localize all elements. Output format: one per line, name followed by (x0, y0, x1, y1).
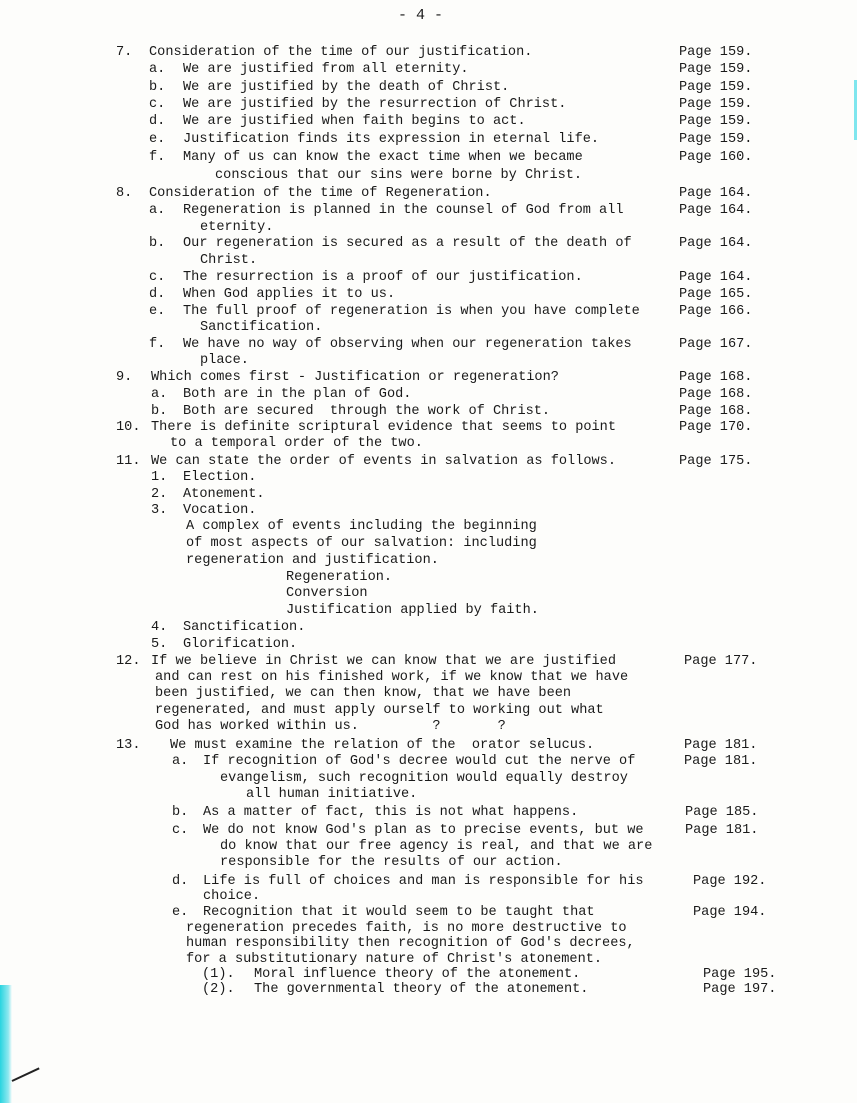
outline-text: conscious that our sins were borne by Christ. (215, 168, 583, 183)
outline-text: If we believe in Christ we can know that we are justified (151, 654, 616, 669)
outline-text: Vocation. (183, 503, 257, 518)
outline-number: 2. (151, 487, 168, 502)
outline-text: Conversion (286, 586, 368, 601)
outline-number: b. (172, 805, 189, 820)
outline-number: 10. (116, 420, 141, 435)
page-reference: Page 167. (679, 337, 753, 352)
outline-text: If recognition of God's decree would cut the nerve of (203, 754, 636, 769)
page-reference: Page 165. (679, 287, 753, 302)
outline-text: regeneration precedes faith, is no more destructive to (186, 921, 627, 936)
outline-text: Election. (183, 470, 257, 485)
page-reference: Page 194. (693, 905, 767, 920)
outline-text: We can state the order of events in salvation as follows. (151, 454, 616, 469)
outline-text: Our regeneration is secured as a result of the death of (183, 236, 632, 251)
outline-text: Consideration of the time of our justification. (149, 45, 533, 60)
outline-text: We must examine the relation of the orator selucus. (170, 738, 595, 753)
page-reference: Page 195. (703, 967, 777, 982)
page-reference: Page 164. (679, 186, 753, 201)
outline-number: (2). (202, 982, 235, 997)
page-reference: Page 175. (679, 454, 753, 469)
page-reference: Page 159. (679, 97, 753, 112)
outline-number: d. (149, 114, 166, 129)
outline-number: a. (151, 387, 168, 402)
outline-number: 8. (116, 186, 133, 201)
outline-number: a. (172, 754, 189, 769)
outline-text: Regeneration. (286, 570, 393, 585)
page-reference: Page 159. (679, 132, 753, 147)
outline-text: The resurrection is a proof of our justification. (183, 270, 583, 285)
outline-text: Both are in the plan of God. (183, 387, 412, 402)
outline-text: responsible for the results of our action. (220, 855, 563, 870)
outline-text: We are justified when faith begins to act. (183, 114, 526, 129)
page-reference: Page 170. (679, 420, 753, 435)
outline-text: been justified, we can then know, that we have been (155, 686, 572, 701)
outline-number: 9. (116, 370, 133, 385)
page-reference: Page 168. (679, 370, 753, 385)
page-reference: Page 159. (679, 45, 753, 60)
outline-number: 4. (151, 620, 168, 635)
outline-text: to a temporal order of the two. (170, 436, 423, 451)
page-reference: Page 177. (684, 654, 758, 669)
page-reference: Page 166. (679, 304, 753, 319)
outline-text: and can rest on his finished work, if we know that we have (155, 670, 629, 685)
outline-number: a. (149, 203, 166, 218)
outline-number: b. (149, 236, 166, 251)
outline-number: f. (149, 150, 166, 165)
outline-number: e. (149, 132, 166, 147)
page-number: - 4 - (398, 7, 444, 24)
page-reference: Page 197. (703, 982, 777, 997)
page-reference: Page 159. (679, 62, 753, 77)
outline-text: place. (200, 353, 249, 368)
outline-text: Sanctification. (183, 620, 306, 635)
outline-text: Both are secured through the work of Christ. (183, 404, 551, 419)
outline-text: do know that our free agency is real, and that we are (220, 839, 653, 854)
outline-text: regeneration and justification. (186, 553, 439, 568)
outline-number: c. (172, 823, 189, 838)
page-reference: Page 168. (679, 404, 753, 419)
page-reference: Page 164. (679, 236, 753, 251)
outline-text: of most aspects of our salvation: including (186, 536, 537, 551)
outline-text: regenerated, and must apply ourself to working out what (155, 703, 604, 718)
page-reference: Page 164. (679, 270, 753, 285)
outline-number: d. (149, 287, 166, 302)
page-reference: Page 181. (685, 823, 759, 838)
outline-number: a. (149, 62, 166, 77)
scan-edge-mark (0, 985, 12, 1103)
outline-text: We are justified from all eternity. (183, 62, 469, 77)
outline-number: (1). (202, 967, 235, 982)
outline-text: A complex of events including the beginning (186, 519, 537, 534)
page-reference: Page 181. (684, 754, 758, 769)
outline-text: evangelism, such recognition would equally destroy (220, 771, 628, 786)
outline-text: Life is full of choices and man is responsible for his (203, 874, 644, 889)
outline-text: The full proof of regeneration is when you have complete (183, 304, 640, 319)
outline-text: We are justified by the resurrection of Christ. (183, 97, 567, 112)
outline-text: for a substitutionary nature of Christ's atonement. (186, 952, 603, 967)
page-reference: Page 185. (685, 805, 759, 820)
outline-text: Justification applied by faith. (286, 603, 539, 618)
outline-text: eternity. (200, 220, 274, 235)
outline-text: God has worked within us. ? ? (155, 719, 506, 734)
outline-number: d. (172, 874, 189, 889)
outline-text: We are justified by the death of Christ. (183, 80, 510, 95)
outline-text: Moral influence theory of the atonement. (254, 967, 581, 982)
outline-number: 1. (151, 470, 168, 485)
outline-number: 12. (116, 654, 141, 669)
outline-number: e. (172, 905, 189, 920)
outline-number: f. (149, 337, 166, 352)
page-reference: Page 168. (679, 387, 753, 402)
outline-text: Many of us can know the exact time when we became (183, 150, 583, 165)
outline-text: Recognition that it would seem to be taught that (203, 905, 595, 920)
page-reference: Page 192. (693, 874, 767, 889)
outline-text: Atonement. (183, 487, 265, 502)
page-reference: Page 159. (679, 114, 753, 129)
outline-number: e. (149, 304, 166, 319)
page-reference: Page 160. (679, 150, 753, 165)
outline-text: choice. (203, 889, 261, 904)
outline-text: The governmental theory of the atonement. (254, 982, 589, 997)
outline-text: Sanctification. (200, 320, 323, 335)
outline-text: human responsibility then recognition of God's decrees, (186, 936, 635, 951)
outline-text: Regeneration is planned in the counsel of God from all (183, 203, 624, 218)
outline-text: Which comes first - Justification or regeneration? (151, 370, 559, 385)
outline-text: There is definite scriptural evidence that seems to point (151, 420, 616, 435)
outline-text: As a matter of fact, this is not what happens. (203, 805, 579, 820)
outline-text: Glorification. (183, 637, 298, 652)
outline-number: c. (149, 97, 166, 112)
outline-text: all human initiative. (246, 787, 418, 802)
outline-text: Christ. (200, 253, 258, 268)
outline-number: c. (149, 270, 166, 285)
outline-number: 5. (151, 637, 168, 652)
outline-number: 11. (116, 454, 141, 469)
outline-text: We have no way of observing when our regeneration takes (183, 337, 632, 352)
outline-text: When God applies it to us. (183, 287, 396, 302)
outline-text: We do not know God's plan as to precise events, but we (203, 823, 644, 838)
page-reference: Page 181. (684, 738, 758, 753)
outline-number: b. (149, 80, 166, 95)
page-reference: Page 159. (679, 80, 753, 95)
outline-text: Justification finds its expression in eternal life. (183, 132, 600, 147)
outline-number: b. (151, 404, 168, 419)
outline-number: 7. (116, 45, 133, 60)
outline-text: Consideration of the time of Regeneration. (149, 186, 492, 201)
outline-number: 13. (116, 738, 141, 753)
page-reference: Page 164. (679, 203, 753, 218)
outline-number: 3. (151, 503, 168, 518)
